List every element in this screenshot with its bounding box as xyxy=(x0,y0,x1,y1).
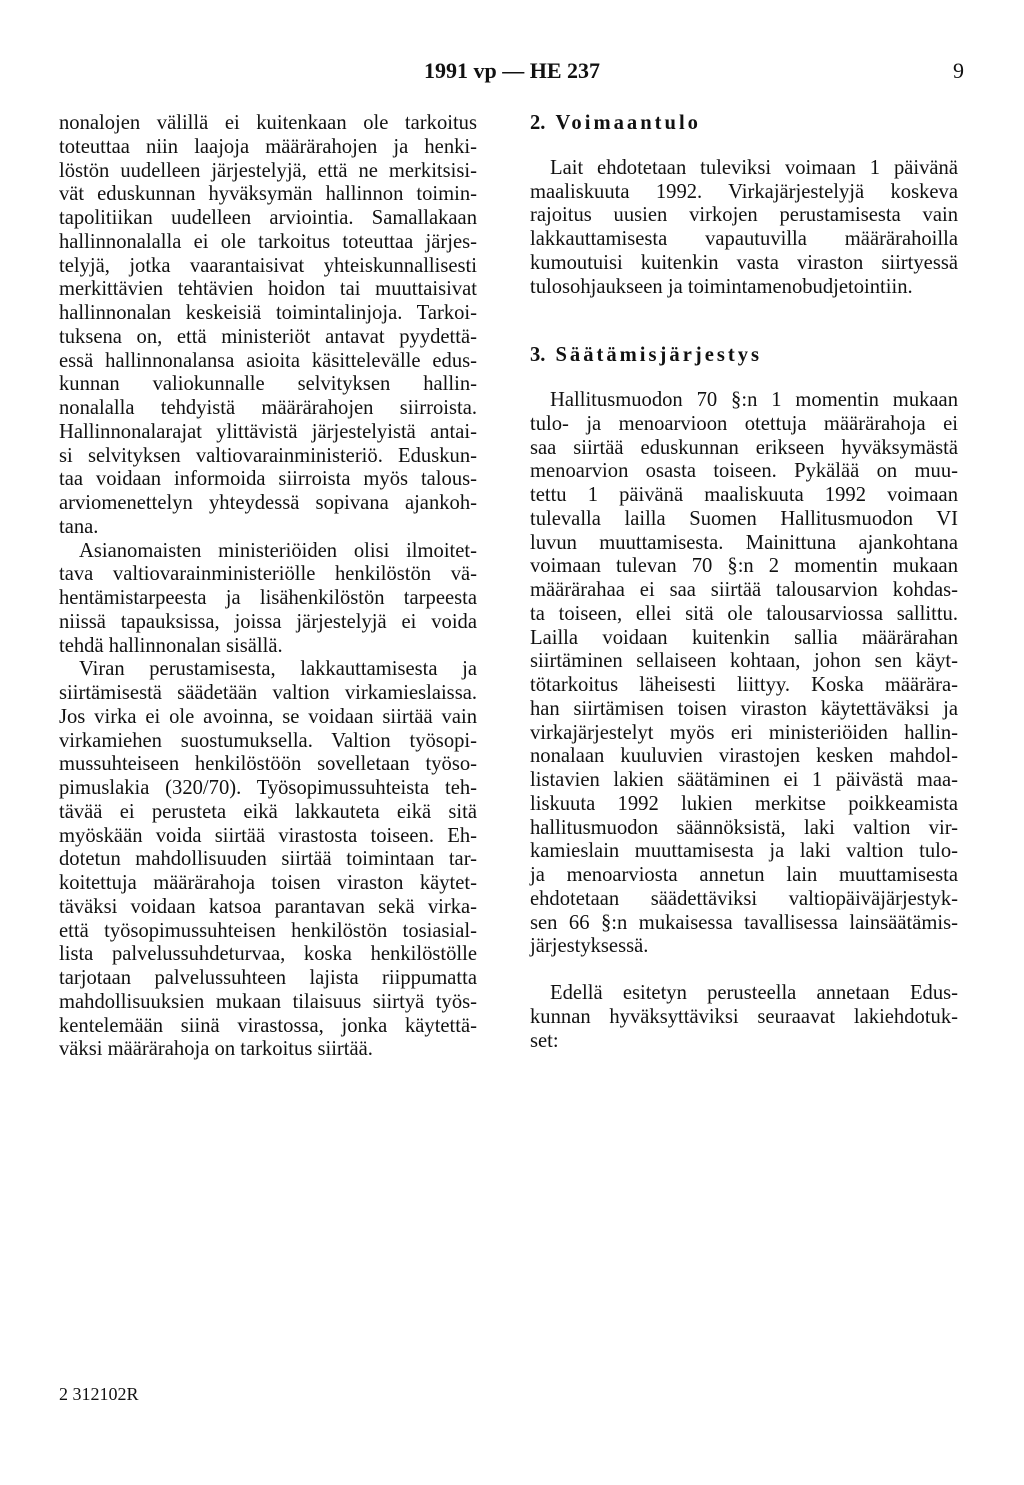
text-line: menoarvion osasta toiseen. Pykälää on muu- xyxy=(530,460,958,483)
closing-paragraph xyxy=(530,982,958,1053)
page-header-title: 1991 vp — HE 237 xyxy=(423,58,601,83)
section-2-text xyxy=(530,157,958,300)
text-line: hentämistarpeesta ja lisähenkilöstön tarpeesta xyxy=(59,587,477,609)
text-line: tötarkoitus läheisesti liittyy. Koska määrära- xyxy=(530,674,958,696)
text-line: siirtämisestä säädetään valtion virkamieslaissa. xyxy=(59,682,477,704)
text-line: tapolitiikan uudelleen arviointia. Samallakaan xyxy=(59,207,477,229)
text-line: dotetun mahdollisuuden siirtää toimintaan tar- xyxy=(59,848,477,871)
text-line: virkamiehen suostumuksella. Valtion työsopi- xyxy=(59,729,477,752)
text-line: hallitusmuodon säännöksistä, laki valtion vir- xyxy=(530,816,958,839)
text-line: niissä tapauksissa, joissa järjestelyjä ei voida xyxy=(59,610,477,633)
left-column xyxy=(59,112,477,1062)
text-line: Jos virka ei ole avoinna, se voidaan siirtää vain xyxy=(59,705,477,728)
text-line: Edellä esitetyn perusteella annetaan Edus- xyxy=(550,982,958,1004)
text-line: merkittävien tehtävien hoidon tai muuttaisivat xyxy=(59,278,477,301)
text-line: nonalalla tehdyistä määrärahojen siirroista. xyxy=(59,397,477,419)
text-line: järjestyksessä. xyxy=(530,935,649,958)
text-line: rajoitus uusien virkojen perustamisesta vain xyxy=(530,204,958,227)
text-line: arviomenettelyn yhteydessä sopivana ajankoh- xyxy=(59,492,477,514)
text-line: tettu 1 päivänä maaliskuuta 1992 voimaan xyxy=(530,484,958,506)
text-line: mussuhteiseen henkilöstöön sovelletaan työso- xyxy=(59,753,477,776)
text-line: tulosohjaukseen ja toimintamenobudjetointiin. xyxy=(530,275,913,298)
text-line: lakkauttamisesta vapautuvilla määrärahoilla xyxy=(530,228,958,250)
section-2-number: 2. xyxy=(530,112,546,134)
text-line: Hallinnonalarajat ylittävistä järjestelyistä antai- xyxy=(59,420,477,443)
text-line: si selvityksen valtiovarainministeriö. Eduskun- xyxy=(59,444,477,467)
right-column xyxy=(530,112,958,1053)
text-line: kentelemään siinä virastossa, jonka käytettä- xyxy=(59,1014,477,1037)
text-line: hallinnonalalla ei ole tarkoitus toteuttaa järjes- xyxy=(59,230,477,253)
text-line: liskuuta 1992 lukien merkitse poikkeamista xyxy=(530,792,958,815)
text-line: maaliskuuta 1992. Virkajärjestelyjä koskeva xyxy=(530,180,958,203)
text-line: Lait ehdotetaan tuleviksi voimaan 1 päivänä xyxy=(550,156,958,179)
text-line: myöskään voida siirtää virastosta toiseen. Eh- xyxy=(59,824,477,847)
section-2-title: Voimaantulo xyxy=(555,112,701,134)
text-line: Lailla voidaan kuitenkin sallia määrärahan xyxy=(530,626,958,649)
text-line: ehdotetaan säädettäviksi valtiopäiväjärjestyk- xyxy=(530,887,958,910)
text-line: tulevalla lailla Suomen Hallitusmuodon VI xyxy=(530,507,958,530)
text-line: taa voidaan informoida siirroista myös talous- xyxy=(59,468,477,491)
text-line: saa siirtää eduskunnan erikseen hyväksymästä xyxy=(530,436,958,459)
text-line: Hallitusmuodon 70 §:n 1 momentin mukaan xyxy=(550,389,958,411)
page-number: 9 xyxy=(953,58,964,83)
text-line: siirtäminen sellaiseen kohtaan, johon sen käyt- xyxy=(530,650,958,673)
text-line: mahdollisuuksien mukaan tilaisuus siirtyä työs- xyxy=(59,990,477,1013)
text-line: kamieslain muuttamisesta ja laki valtion tulo- xyxy=(530,840,958,863)
text-line: luvun muuttamisesta. Mainittuna ajankohtana xyxy=(530,531,958,554)
text-line: nonalaan kuuluvien virastojen kesken mahdol- xyxy=(530,745,958,768)
text-line: sen 66 §:n mukaisessa tavallisessa lainsäätämis- xyxy=(530,911,958,934)
text-line: essä hallinnonalansa asioita käsittelevälle edus- xyxy=(59,349,477,372)
footer-code: 2 312102R xyxy=(59,1384,139,1404)
text-line: täväksi voidaan katsoa parantavan sekä virka- xyxy=(59,895,477,918)
section-3-title: Säätämisjärjestys xyxy=(555,344,763,367)
text-line: Asianomaisten ministeriöiden olisi ilmoitet- xyxy=(79,539,477,562)
text-line: että työsopimussuhteisen henkilöstön tosiasial- xyxy=(59,919,477,942)
text-line: hallinnonalan keskeisiä toimintalinjoja. Tarkoi- xyxy=(59,302,477,324)
text-line: han siirtämisen toisen viraston käytettäväksi ja xyxy=(530,697,958,720)
text-line: nonalojen välillä ei kuitenkaan ole tarkoitus xyxy=(59,112,477,134)
text-line: löstön uudelleen järjestelyjä, että ne merkitsisi- xyxy=(59,159,477,182)
text-line: tarjotaan palvelussuhteen lajista riippumatta xyxy=(59,967,477,989)
section-3-number: 3. xyxy=(530,344,546,367)
text-line: tävää ei perusteta eikä lakkauteta eikä sitä xyxy=(59,800,477,823)
text-line: telyjä, jotka vaarantaisivat yhteiskunnallisesti xyxy=(59,254,477,277)
left-paragraph-3 xyxy=(59,658,477,1062)
section-3-heading xyxy=(530,344,958,368)
text-line: pimuslakia (320/70). Työsopimussuhteista teh- xyxy=(59,777,477,799)
text-line: tana. xyxy=(59,515,99,538)
text-line: tulo- ja menoarvioon otettuja määrärahoja ei xyxy=(530,412,958,435)
text-line: tuksena on, että ministeriöt antavat pyydettä- xyxy=(59,325,477,348)
text-line: tava valtiovarainministeriölle henkilöstön vä- xyxy=(59,563,477,586)
section-2-heading xyxy=(530,112,958,136)
text-line: toteuttaa niin laajoja määrärahojen ja henki- xyxy=(59,135,477,158)
text-line: vät eduskunnan hyväksymän hallinnon toimin- xyxy=(59,183,477,206)
text-line: kumoutuisi kuitenkin vasta viraston siirtyessä xyxy=(530,251,958,274)
text-line: ja menoarviosta annetun lain muuttamisesta xyxy=(530,864,958,886)
text-line: koitettuja määrärahoja toisen viraston käytet- xyxy=(59,872,477,894)
text-line: väksi määrärahoja on tarkoitus siirtää. xyxy=(59,1038,373,1061)
text-line: voimaan tulevan 70 §:n 2 momentin mukaan xyxy=(530,555,958,578)
text-line: määrärahaa ei saa siirtää talousarvion kohdas- xyxy=(530,579,958,601)
left-paragraph-2 xyxy=(59,540,477,659)
text-line: Viran perustamisesta, lakkauttamisesta ja xyxy=(79,658,477,681)
text-line: tehdä hallinnonalan sisällä. xyxy=(59,634,283,657)
text-line: kunnan hyväksyttäviksi seuraavat lakiehdotuk- xyxy=(530,1005,958,1028)
text-line: set: xyxy=(530,1029,559,1052)
text-line: listavien lakien säätäminen ei 1 päivästä maa- xyxy=(530,769,958,791)
text-line: virkajärjestelyt myös eri ministeriöiden hallin- xyxy=(530,721,958,744)
text-line: kunnan valiokunnalle selvityksen hallin- xyxy=(59,373,477,396)
left-paragraph-1 xyxy=(59,112,477,540)
text-line: lista palvelussuhdeturvaa, koska henkilöstölle xyxy=(59,943,477,966)
text-line: ta toiseen, ellei sitä ole talousarviossa sallittu. xyxy=(530,602,958,625)
section-3-text xyxy=(530,389,958,959)
